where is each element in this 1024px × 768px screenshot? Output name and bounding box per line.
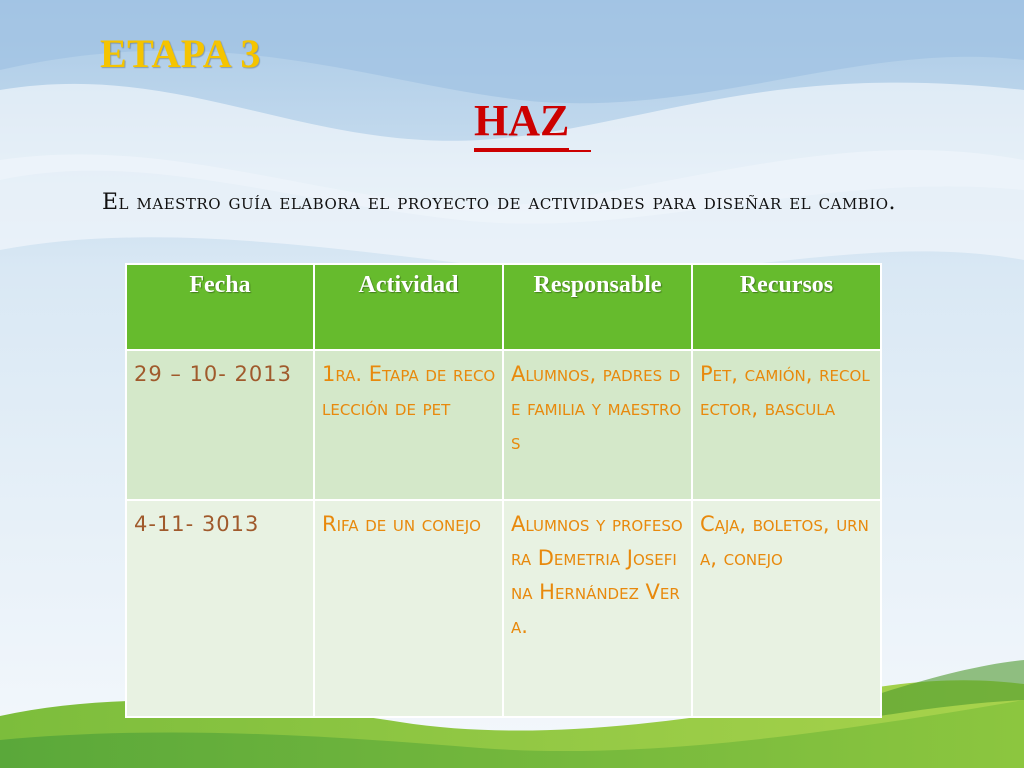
stage-title: ETAPA 3 bbox=[100, 31, 261, 76]
responsible-cell: Alumnos y profesora Demetria Josefina Hernández Vera. bbox=[503, 500, 692, 717]
column-header-responsable: Responsable bbox=[503, 264, 692, 350]
table-header-row bbox=[126, 264, 881, 350]
column-header-fecha: Fecha bbox=[126, 264, 314, 350]
date-cell: 29 – 10- 2013 bbox=[126, 350, 314, 500]
activity-cell: Rifa de un conejo bbox=[314, 500, 503, 717]
resources-cell: Caja, boletos, urna, conejo bbox=[692, 500, 881, 717]
activity-table bbox=[125, 263, 882, 718]
activity-cell: 1ra. Etapa de recolección de pet bbox=[314, 350, 503, 500]
intro-text: El maestro guía elabora el proyecto de actividades para diseñar el cambio. bbox=[102, 190, 897, 215]
table-row bbox=[126, 350, 881, 500]
column-header-actividad: Actividad bbox=[314, 264, 503, 350]
heading-underline bbox=[474, 150, 591, 152]
column-header-recursos: Recursos bbox=[692, 264, 881, 350]
resources-cell: Pet, camión, recolector, bascula bbox=[692, 350, 881, 500]
table-row bbox=[126, 500, 881, 717]
responsible-cell: Alumnos, padres de familia y maestros bbox=[503, 350, 692, 500]
slide-heading: HAZ bbox=[474, 96, 569, 151]
date-cell: 4-11- 3013 bbox=[126, 500, 314, 717]
